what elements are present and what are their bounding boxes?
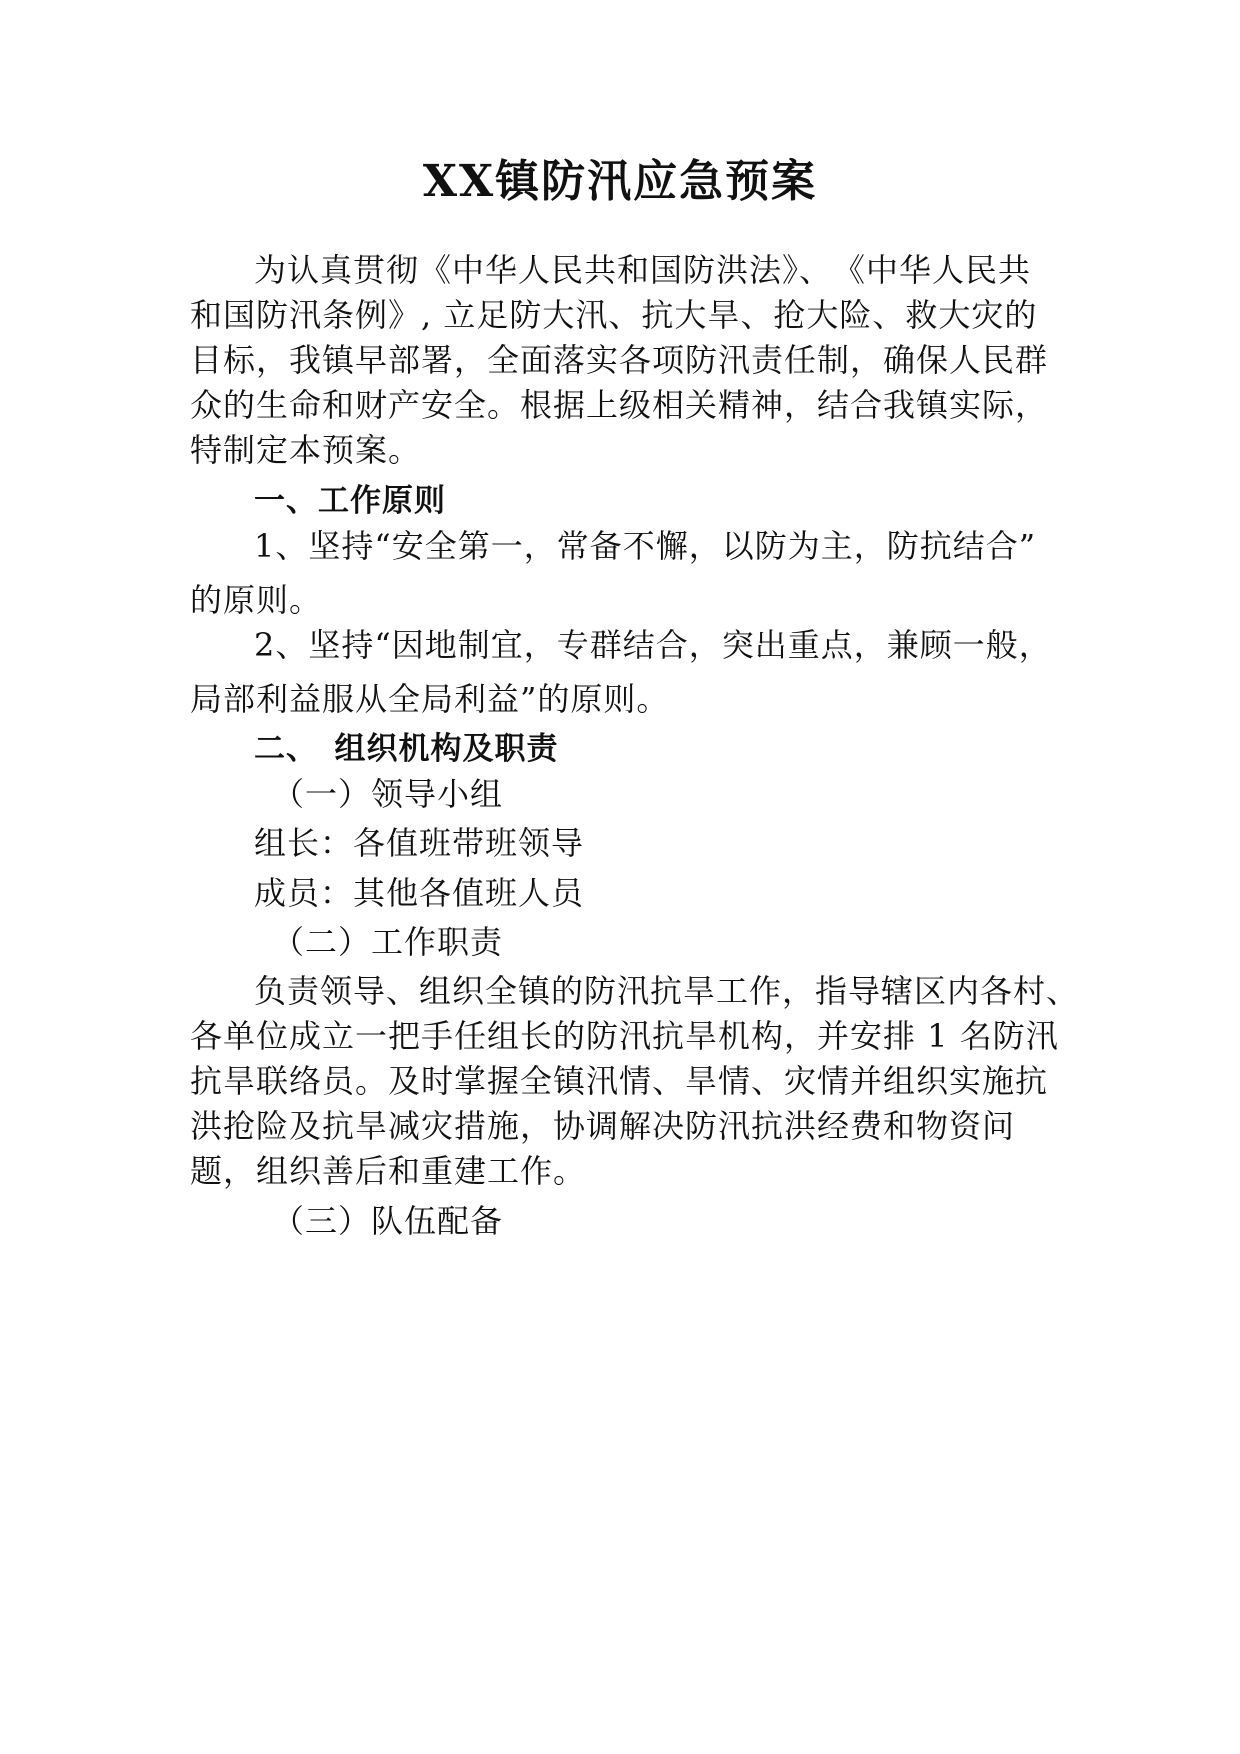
section1-heading: 一、工作原则: [254, 483, 446, 519]
subsection-leading-group: （一）领导小组: [272, 775, 504, 813]
intro-line-3: 目标，我镇早部署，全面落实各项防汛责任制，确保人民群: [190, 341, 1049, 379]
document-title: XX镇防汛应急预案: [422, 156, 818, 207]
subsection-duties: （二）工作职责: [272, 923, 504, 961]
duty-line-2: 各单位成立一把手任组长的防汛抗旱机构，并安排 1 名防汛: [190, 1017, 1059, 1055]
intro-line-4: 众的生命和财产安全。根据上级相关精神，结合我镇实际，: [190, 386, 1049, 424]
intro-line-2: 和国防汛条例》, 立足防大汛、抗大旱、抢大险、救大灾的: [190, 296, 1038, 334]
principle-1-line-2: 的原则。: [190, 581, 323, 619]
principle-2-line-2: 局部利益服从全局利益”的原则。: [190, 680, 670, 718]
duty-line-4: 洪抢险及抗旱减灾措施，协调解决防汛抗洪经费和物资问: [190, 1107, 1016, 1145]
group-leader: 组长：各值班带班领导: [254, 824, 585, 862]
group-members: 成员：其他各值班人员: [254, 874, 585, 912]
principle-2-line-1: 2、坚持“因地制宜，专群结合，突出重点，兼顾一般，: [254, 626, 1052, 664]
principle-1-line-1: 1、坚持“安全第一，常备不懈，以防为主，防抗结合”: [254, 527, 1037, 565]
duty-line-1: 负责领导、组织全镇的防汛抗旱工作，指导辖区内各村、: [254, 972, 1080, 1010]
intro-line-1: 为认真贯彻《中华人民共和国防洪法》、 《中华人民共: [254, 251, 1032, 289]
intro-line-5: 特制定本预案。: [190, 431, 422, 469]
section2-heading: 二、 组织机构及职责: [254, 731, 559, 767]
duty-line-3: 抗旱联络员。及时掌握全镇汛情、旱情、灾情并组织实施抗: [190, 1062, 1049, 1100]
duty-line-5: 题，组织善后和重建工作。: [190, 1152, 587, 1190]
subsection-team: （三）队伍配备: [272, 1202, 504, 1240]
